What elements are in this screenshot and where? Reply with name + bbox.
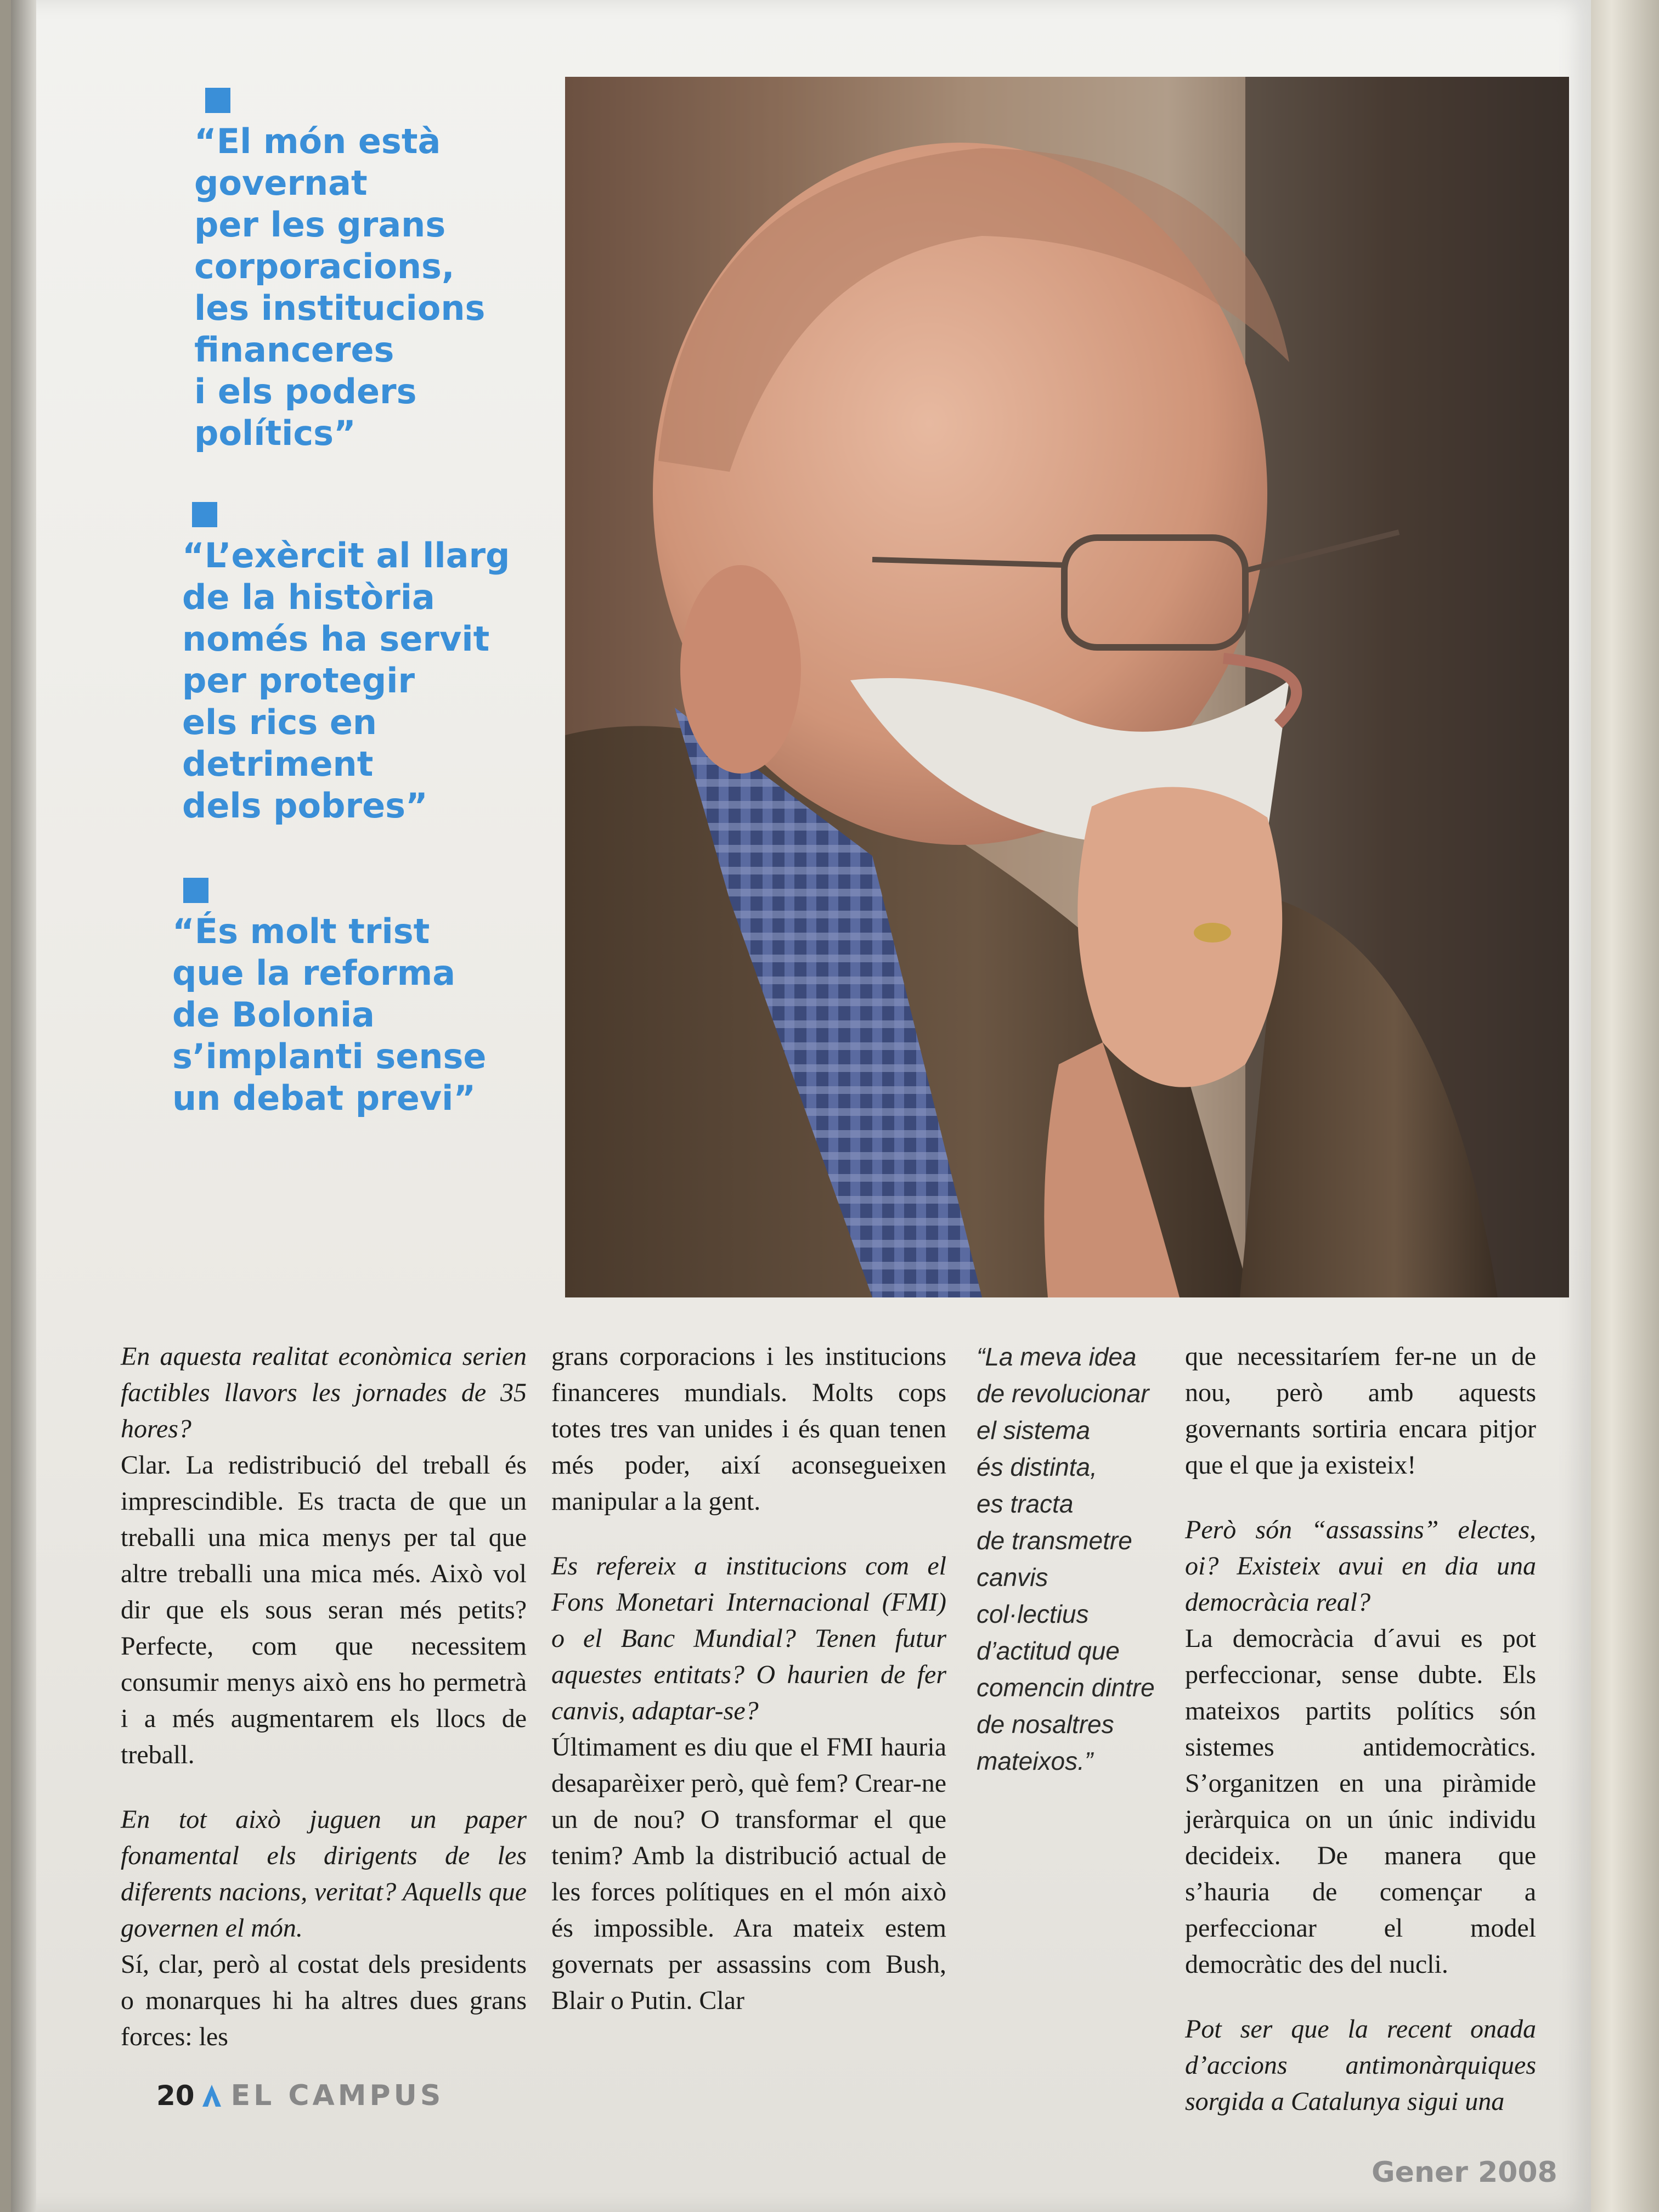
page-number: 20 — [156, 2080, 195, 2112]
interview-answer: La democràcia d´avui es pot perfeccionar, sense dubte. Els mateixos partits polítics són sistemes antidemocràtics. S’organitzen en una piràmide jeràrquica on un únic individu decideix. De manera que s’hauria de començar a perfeccionar el model democràtic des del nucli. — [1185, 1624, 1536, 1979]
page-footer — [156, 2079, 444, 2112]
interview-answer: Últimament es diu que el FMI hauria desaparèixer però, què fem? Crear-ne un de nou? O transformar el que tenim? Amb la distribució actual de les forces polítiques en el món això és impossible. Ara mateix estem governats per assassins com Bush, Blair o Putin. Clar — [551, 1733, 946, 2015]
page-fold — [11, 0, 36, 2212]
pull-quote-text: “És molt trist que la reforma de Bolonia s’implanti sense un debat previ” — [172, 911, 487, 1118]
interview-answer: grans corporacions i les institucions financeres mundials. Molts cops totes tres van unides i és quan tenen més poder, així aconsegueixen manipular a la gent. — [551, 1342, 946, 1516]
highlight-quote: “La meva idea de revolucionar el sistema és distinta, es tracta de transmetre canvis col·lectius d’actitud que comencin dintre de nosaltres mateixos.” — [977, 1342, 1155, 1775]
desk-background — [1580, 0, 1659, 2212]
pull-quote-text: “El món està governat per les grans corporacions, les institucions financeres i els poders polítics” — [194, 121, 486, 453]
pull-quote-square-icon — [205, 88, 230, 113]
text-column-2 — [551, 1339, 946, 2047]
text-column-4 — [1185, 1339, 1536, 2148]
text-column-1 — [121, 1339, 527, 2084]
pull-quote-text: “L’exèrcit al llarg de la història només ha servit per protegir els rics en detriment dels pobres” — [182, 535, 510, 826]
pull-quote-1 — [170, 88, 587, 454]
interview-answer: Clar. La redistribució del treball és imprescindible. Es tracta de que un treballi una mica menys per tal que altre treballi una mica més. Això vol dir que els sous seran més petits? Perfecte, com que necessitem consumir menys això ens ho permetrà i a més augmentarem els llocs de treball. — [121, 1451, 527, 1769]
pull-quote-3 — [170, 878, 587, 1119]
pull-quote-2 — [170, 502, 587, 827]
magazine-logo-icon — [202, 2085, 221, 2107]
magazine-page — [11, 0, 1591, 2212]
interview-answer: Sí, clar, però al costat dels presidents o monarques hi ha altres dues grans forces: les — [121, 1950, 527, 2051]
interview-answer: que necessitaríem fer-ne un de nou, però amb aquests governants sortiria encara pitjor que el que ja existeix! — [1185, 1342, 1536, 1480]
pull-quote-square-icon — [183, 878, 208, 903]
interview-question: En aquesta realitat econòmica serien factibles llavors les jornades de 35 hores? — [121, 1342, 527, 1443]
interview-question: Es refereix a institucions com el Fons Monetari Internacional (FMI) o el Banc Mundial? Tenen futur aquestes entitats? O haurien de fer canvis, adaptar-se? — [551, 1551, 946, 1725]
interview-question: En tot això juguen un paper fonamental els dirigents de les diferents nacions, veritat? Aquells que governen el món. — [121, 1805, 527, 1943]
pull-quote-square-icon — [192, 502, 217, 527]
magazine-name: EL CAMPUS — [230, 2079, 444, 2112]
text-column-3 — [977, 1339, 1163, 1808]
issue-date: Gener 2008 — [1372, 2156, 1558, 2189]
interview-question: Pot ser que la recent onada d’accions antimonàrquiques sorgida a Catalunya sigui una — [1185, 2015, 1536, 2116]
portrait-illustration — [565, 77, 1569, 1297]
interview-question: Però són “assassins” electes, oi? Existeix avui en dia una democràcia real? — [1185, 1515, 1536, 1617]
portrait-photo — [565, 77, 1569, 1297]
